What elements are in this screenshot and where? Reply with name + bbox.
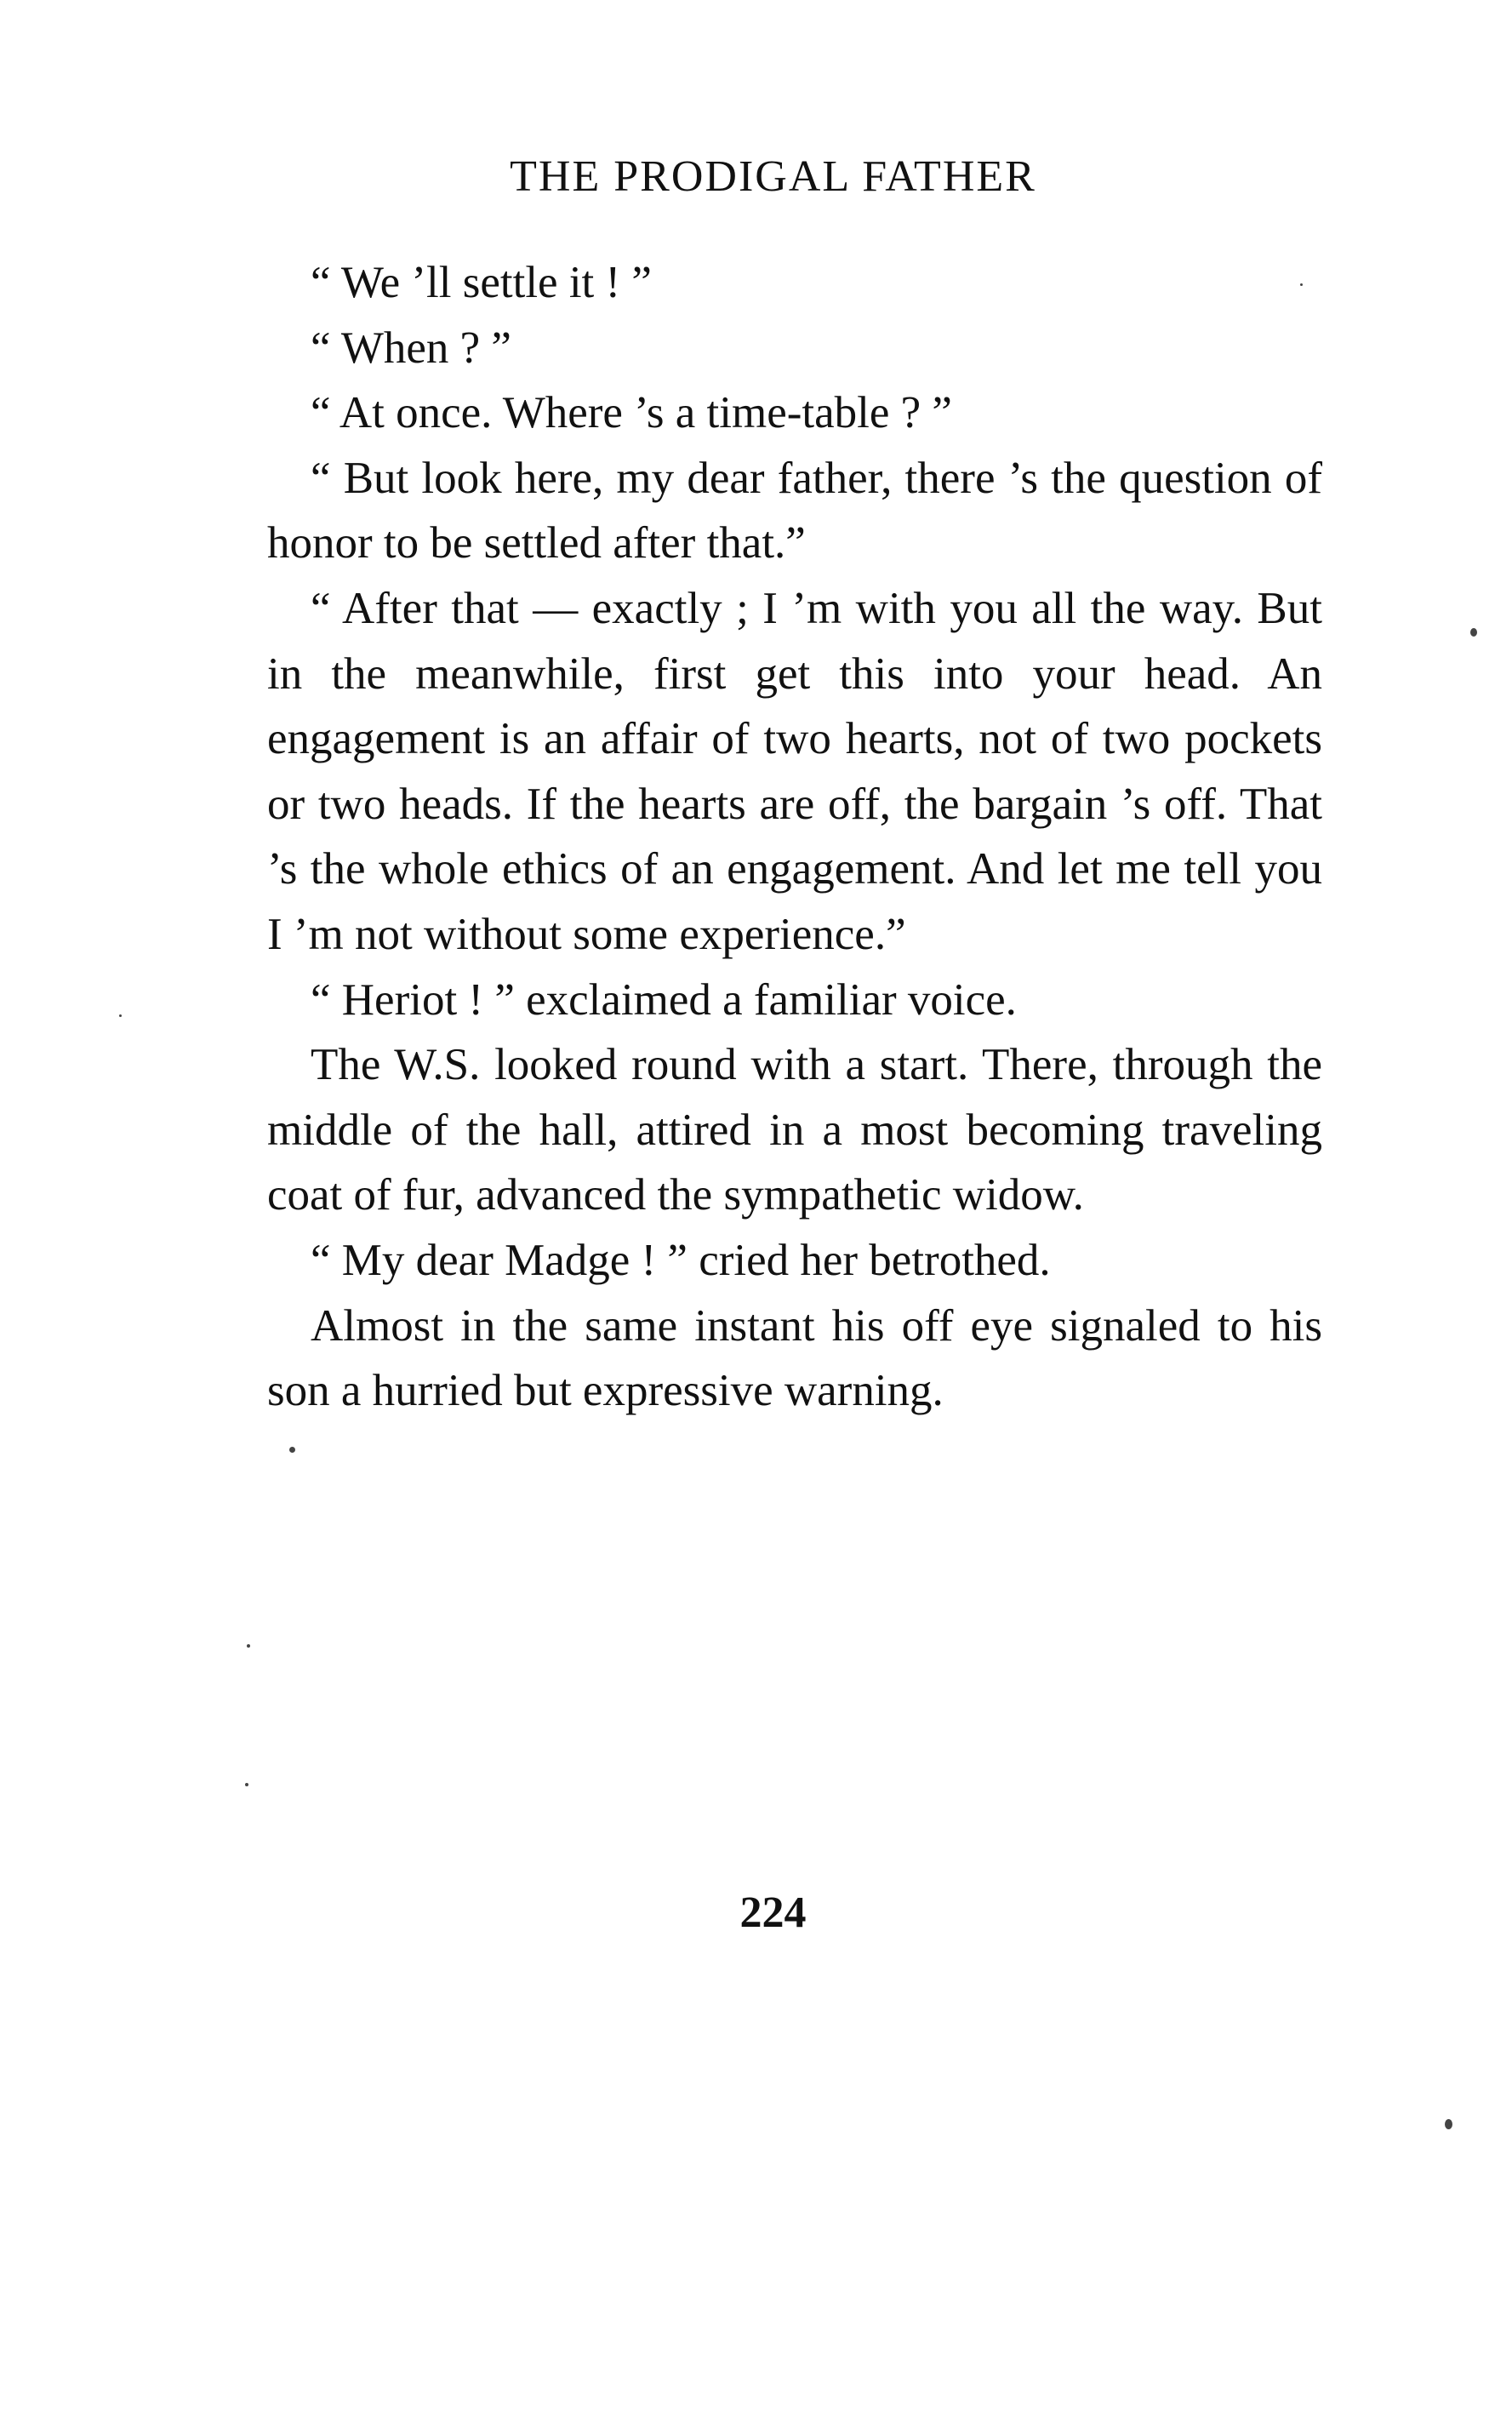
paragraph: “ Heriot ! ” exclaimed a familiar voice. (311, 974, 1017, 1025)
scan-speck (1470, 628, 1477, 637)
body-text (267, 250, 1322, 1424)
scan-speck (289, 1447, 295, 1453)
paragraph: “ My dear Madge ! ” cried her betrothed. (311, 1235, 1051, 1285)
scan-speck (1300, 283, 1303, 286)
paragraph: “ After that — exactly ; I ’m with you all the way. But in the meanwhile, first get this into your head. An engagement is an affair of two hearts, not of two pockets or two heads. If the hearts are off, the bargain ’s off. That ’s the whole ethics of an engagement. And let me tell you I ’m not without some experience.” (267, 583, 1322, 959)
scan-speck (1445, 2119, 1452, 2129)
paragraph: Almost in the same instant his off eye signaled to his son a hurried but expressive warning. (267, 1300, 1322, 1416)
paragraph: “ We ’ll settle it ! ” (311, 258, 652, 307)
paragraph: “ At once. Where ’s a time-table ? ” (311, 388, 952, 438)
paragraph: The W.S. looked round with a start. There, through the middle of the hall, attired in a most becoming traveling coat of fur, advanced the sympathetic widow. (267, 1040, 1322, 1220)
paragraph: “ But look here, my dear father, there ’s the question of honor to be settled after that.” (267, 453, 1322, 568)
scan-speck (119, 1014, 122, 1017)
page-number: 224 (739, 1888, 807, 1937)
scan-speck (247, 1644, 250, 1648)
scan-speck (245, 1783, 248, 1786)
running-head: THE PRODIGAL FATHER (510, 152, 1036, 201)
paragraph: “ When ? ” (311, 323, 511, 373)
